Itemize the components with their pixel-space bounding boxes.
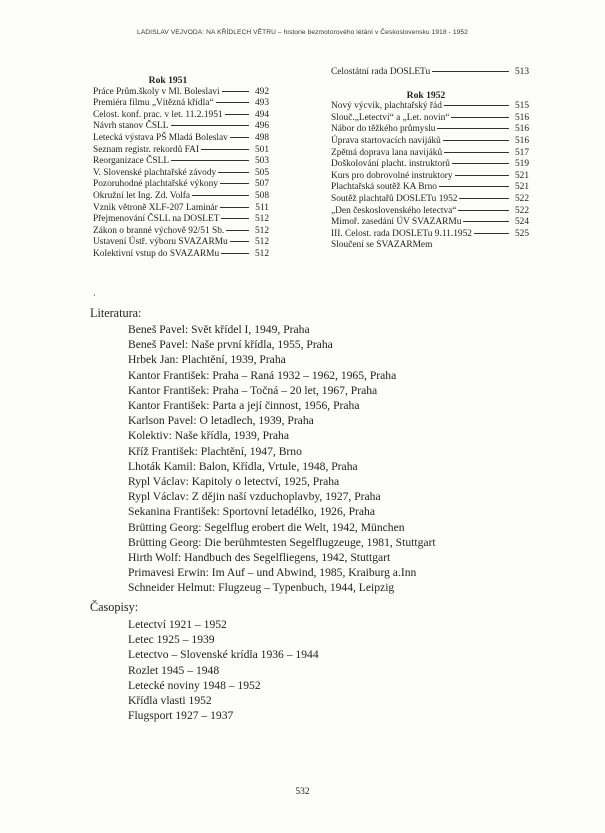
- toc-leader-line: [192, 195, 249, 196]
- toc-entry: [331, 67, 529, 79]
- toc-entry: [331, 124, 529, 136]
- toc-entry-page: 515: [514, 101, 529, 112]
- toc-entry-text: Návrh stanov ČSLL: [93, 121, 169, 132]
- literature-list: [128, 322, 436, 596]
- literature-item: Karlson Pavel: O letadlech, 1939, Praha: [128, 414, 314, 428]
- literature-item: Hrbek Jan: Plachtění, 1939, Praha: [128, 353, 286, 367]
- toc-leader-line: [221, 253, 249, 254]
- toc-list-1951: [93, 87, 293, 261]
- literature-item: Rypl Václav: Kapitoly o letectví, 1925, Praha: [128, 475, 340, 489]
- toc-entry-text: Vznik větroně XLF-207 Laminár: [93, 202, 218, 213]
- toc-entry-page: 517: [514, 147, 529, 158]
- toc-entry: [93, 133, 269, 145]
- toc-entry-page: 494: [254, 109, 269, 120]
- toc-entry: [93, 98, 269, 110]
- toc-entry: [331, 159, 529, 171]
- toc-entry-text: Pozoruhodné plachtařské výkony: [93, 179, 218, 190]
- toc-entry: [93, 87, 269, 99]
- periodicals-heading: Časopisy:: [90, 600, 139, 614]
- toc-list-1952: [331, 101, 536, 252]
- toc-entry: [331, 101, 529, 113]
- toc-entry-page: 507: [254, 179, 269, 190]
- periodical-item: Rozlet 1945 – 1948: [128, 663, 220, 677]
- toc-entry-page: 516: [514, 124, 529, 135]
- toc-entry-page: 493: [254, 98, 269, 109]
- toc-leader-line: [451, 117, 509, 118]
- toc-leader-line: [218, 172, 249, 173]
- toc-entry-text: Celost. konf. prac. v let. 11.2.1951: [93, 109, 223, 120]
- literature-item: Kolektiv: Naše křídla, 1939, Praha: [128, 429, 289, 443]
- toc-leader-line: [432, 71, 509, 72]
- periodical-item: Křídla vlasti 1952: [128, 694, 212, 708]
- toc-entry-text: III. Celost. rada DOSLETu 9.11.1952: [331, 228, 472, 239]
- toc-entry: [93, 214, 269, 226]
- literature-item: Brütting Georg: Die berühmtesten Segelflugzeuge, 1981, Stuttgart: [128, 535, 436, 549]
- toc-entry-text: Ustavení Ústř. výboru SVAZARMu: [93, 237, 228, 248]
- toc-entry: [331, 182, 529, 194]
- periodical-item: Flugsport 1927 – 1937: [128, 709, 234, 723]
- toc-entry-text: Přejmenování ČSLL na DOSLET: [93, 214, 220, 225]
- periodical-item: Letectvo – Slovenské krídla 1936 – 1944: [128, 648, 319, 662]
- toc-entry-page: 508: [254, 190, 269, 201]
- toc-entry-page: 516: [514, 135, 529, 146]
- toc-leader-line: [220, 207, 249, 208]
- toc-leader-line: [452, 163, 509, 164]
- toc-entry-text: Okružní let Ing. Zd. Volfa: [93, 190, 191, 201]
- toc-leader-line: [437, 128, 509, 129]
- literature-heading: Literatura:: [90, 306, 142, 320]
- toc-entry-text: Kolektivní vstup do SVAZARMu: [93, 248, 220, 259]
- toc-entry-page: 521: [514, 170, 529, 181]
- toc-entry-page: 524: [514, 217, 529, 228]
- toc-entry: [331, 194, 529, 206]
- toc-entry-text: Kurs pro dobrovolné instruktory: [331, 170, 453, 181]
- page-number: 532: [295, 787, 310, 797]
- toc-entry-page: 492: [254, 86, 269, 97]
- toc-entry: [331, 240, 529, 252]
- separator-dot: ·: [93, 290, 96, 300]
- toc-entry-page: 512: [254, 214, 269, 225]
- toc-entry-text: „Den československého letectva“: [331, 205, 457, 216]
- toc-column-1952: [331, 67, 536, 252]
- literature-item: Brütting Georg: Segelflug erobert die Welt, 1942, München: [128, 520, 405, 534]
- toc-entry-text: Zákon o branné výchově 92/51 Sb.: [93, 225, 225, 236]
- toc-entry-page: 505: [254, 167, 269, 178]
- toc-leader-line: [226, 230, 249, 231]
- toc-leader-line: [201, 149, 249, 150]
- toc-leader-line: [230, 241, 249, 242]
- literature-item: Hirth Wolf: Handbuch des Segelfliegens, 1942, Stuttgart: [128, 551, 391, 565]
- toc-entry: [93, 226, 269, 238]
- toc-entry-text: Doškolování placht. instruktorů: [331, 159, 450, 170]
- toc-entry-page: 496: [254, 121, 269, 132]
- toc-leader-line: [220, 183, 249, 184]
- toc-entry-text: Letecká výstava PŠ Mladá Boleslav: [93, 132, 228, 143]
- toc-entry: [331, 136, 529, 148]
- toc-entry: [331, 217, 529, 229]
- toc-entry: [331, 229, 529, 241]
- toc-leader-line: [216, 102, 249, 103]
- literature-item: Beneš Pavel: Naše první křídla, 1955, Praha: [128, 338, 333, 352]
- toc-entry-text: Celostátní rada DOSLETu: [331, 67, 431, 77]
- toc-entry: [93, 249, 269, 261]
- toc-leader-line: [474, 233, 509, 234]
- toc-entry-page: 503: [254, 156, 269, 167]
- toc-leader-line: [463, 221, 509, 222]
- toc-entry-page: 512: [254, 248, 269, 259]
- toc-leader-line: [230, 137, 249, 138]
- periodicals-list: [128, 617, 319, 723]
- toc-leader-line: [171, 160, 249, 161]
- toc-leader-line: [443, 140, 509, 141]
- toc-entry-text: Zpětná doprava lana navijáků: [331, 147, 443, 158]
- toc-entry-text: Slouč.„Letectví“ a „Let. novin“: [331, 112, 450, 123]
- toc-entry-page: 511: [255, 202, 269, 213]
- toc-leader-line: [444, 152, 509, 153]
- literature-item: Primavesi Erwin: Im Auf – und Abwind, 1985, Kraiburg a.Inn: [128, 566, 417, 580]
- toc-entry-text: V. Slovenské plachtařské závody: [93, 167, 217, 178]
- section-title-1951: Rok 1951: [148, 75, 188, 86]
- periodical-item: Letectví 1921 – 1952: [128, 618, 227, 631]
- toc-entry: [331, 148, 529, 160]
- toc-entry-text: Práce Prům.školy v Ml. Boleslavi: [93, 86, 220, 97]
- literature-item: Sekanina František: Sportovní letadélko, 1926, Praha: [128, 505, 375, 519]
- toc-entry: [93, 110, 269, 122]
- toc-leader-line: [222, 91, 249, 92]
- toc-entry: [331, 113, 529, 125]
- toc-entry-page: 512: [254, 225, 269, 236]
- toc-entry-page: 516: [514, 112, 529, 123]
- toc-entry-text: Premiéra filmu „Vítězná křídla“: [93, 98, 214, 109]
- toc-entry-page: 501: [254, 144, 269, 155]
- toc-entry-page: 513: [514, 67, 529, 77]
- toc-leader-line: [439, 186, 509, 187]
- running-header: LADISLAV VEJVODA: NA KŘÍDLECH VĚTRU – historie bezmotorového létání v Československu 1918 - 1952: [137, 29, 468, 36]
- toc-entry-text: Mimoř. zasedání ÚV SVAZARMu: [331, 217, 462, 228]
- toc-leader-line: [225, 114, 249, 115]
- toc-entry: [93, 168, 269, 180]
- toc-leader-line: [458, 210, 509, 211]
- toc-entry-page: 519: [514, 159, 529, 170]
- toc-entry-text: Úprava startovacích navijáků: [331, 135, 441, 146]
- toc-column-1951: [93, 75, 293, 261]
- literature-item: Beneš Pavel: Svět křídel I, 1949, Praha: [128, 323, 310, 336]
- toc-entry: [93, 121, 269, 133]
- toc-entry: [93, 203, 269, 215]
- literature-item: Schneider Helmut: Flugzeug – Typenbuch, 1944, Leipzig: [128, 581, 395, 595]
- toc-leader-line: [221, 218, 249, 219]
- toc-entry-text: Nábor do těžkého průmyslu: [331, 124, 436, 135]
- toc-leader-line: [444, 105, 509, 106]
- toc-entry-text: Sloučení se SVAZARMem: [331, 240, 433, 251]
- toc-entry-text: Reorganizace ČSLL: [93, 156, 170, 167]
- toc-entry: [93, 145, 269, 157]
- toc-entry-page: 522: [514, 193, 529, 204]
- toc-entry-page: 512: [254, 237, 269, 248]
- toc-leader-line: [171, 125, 249, 126]
- toc-entry-text: Soutěž plachtařů DOSLETu 1952: [331, 193, 458, 204]
- literature-item: Kříž František: Plachtění, 1947, Brno: [128, 444, 302, 458]
- section-title-1952: Rok 1952: [406, 89, 446, 101]
- toc-entry-page: 522: [514, 205, 529, 216]
- toc-entry: [93, 156, 269, 168]
- literature-item: Lhoták Kamil: Balon, Křídla, Vrtule, 1948, Praha: [128, 459, 358, 473]
- toc-entry-page: 498: [254, 132, 269, 143]
- toc-entry: [93, 179, 269, 191]
- literature-item: Rypl Václav: Z dějin naší vzduchoplavby, 1927, Praha: [128, 490, 381, 504]
- toc-entry: [331, 206, 529, 218]
- literature-item: Kantor František: Praha – Točná – 20 let, 1967, Praha: [128, 383, 378, 397]
- literature-item: Kantor František: Parta a její činnost, 1956, Praha: [128, 399, 360, 413]
- toc-entry: [93, 191, 269, 203]
- toc-leader-line: [459, 198, 509, 199]
- periodical-item: Letec 1925 – 1939: [128, 633, 215, 647]
- literature-item: Kantor František: Praha – Raná 1932 – 1962, 1965, Praha: [128, 368, 397, 382]
- toc-leader-line: [455, 175, 509, 176]
- periodical-item: Letecké noviny 1948 – 1952: [128, 678, 261, 692]
- toc-entry: [331, 171, 529, 183]
- toc-entry-text: Nový výcvik, plachtařský řád: [331, 101, 442, 112]
- toc-entry-page: 525: [514, 228, 529, 239]
- toc-entry-text: Seznam registr. rekordů FAI: [93, 144, 200, 155]
- toc-entry: [93, 237, 269, 249]
- toc-entry-text: Plachtařská soutěž KA Brno: [331, 182, 437, 193]
- toc-entry-page: 521: [514, 182, 529, 193]
